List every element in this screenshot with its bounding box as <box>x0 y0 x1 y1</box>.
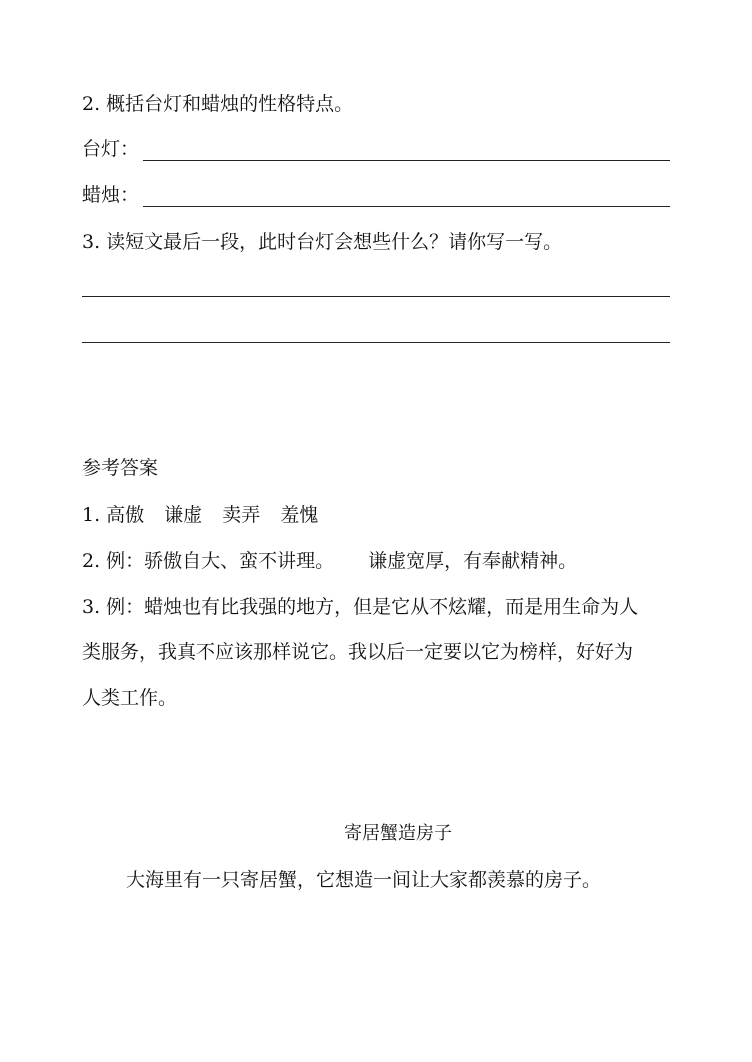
answer-1 <box>82 503 318 527</box>
answer-2 <box>82 549 577 573</box>
answer-1-word: 谦虚 <box>164 504 203 526</box>
story-first-line: 大海里有一只寄居蟹，它想造一间让大家都羡慕的房子。 <box>126 869 602 891</box>
answer-3-line: 3. 例：蜡烛也有比我强的地方，但是它从不炫耀，而是用生命为人 <box>82 596 639 618</box>
question-2-lamp-row <box>82 135 670 161</box>
answer-1-word: 卖弄 <box>222 504 261 526</box>
candle-label: 蜡烛： <box>82 184 140 206</box>
answer-2-part-1: 2. 例：骄傲自大、蛮不讲理。 <box>82 550 335 572</box>
candle-answer-blank[interactable] <box>143 205 670 207</box>
answer-2-part-2: 谦虚宽厚，有奉献精神。 <box>368 550 578 572</box>
answer-1-word: 羞愧 <box>280 504 319 526</box>
answer-line-1[interactable] <box>82 296 670 297</box>
answer-line-2[interactable] <box>82 342 670 343</box>
question-3-text: 3. 读短文最后一段，此时台灯会想些什么？请你写一写。 <box>82 231 563 253</box>
answer-3-line: 类服务，我真不应该那样说它。我以后一定要以它为榜样，好好为 <box>82 641 634 663</box>
question-2-text: 2. 概括台灯和蜡烛的性格特点。 <box>82 93 354 115</box>
answer-3-line: 人类工作。 <box>82 687 178 709</box>
question-2-candle-row <box>82 181 670 207</box>
lamp-label: 台灯： <box>82 138 140 160</box>
answer-1-prefix: 1. 高傲 <box>82 504 145 526</box>
lamp-answer-blank[interactable] <box>143 159 670 161</box>
answers-heading: 参考答案 <box>82 457 159 479</box>
story-title: 寄居蟹造房子 <box>344 823 452 844</box>
